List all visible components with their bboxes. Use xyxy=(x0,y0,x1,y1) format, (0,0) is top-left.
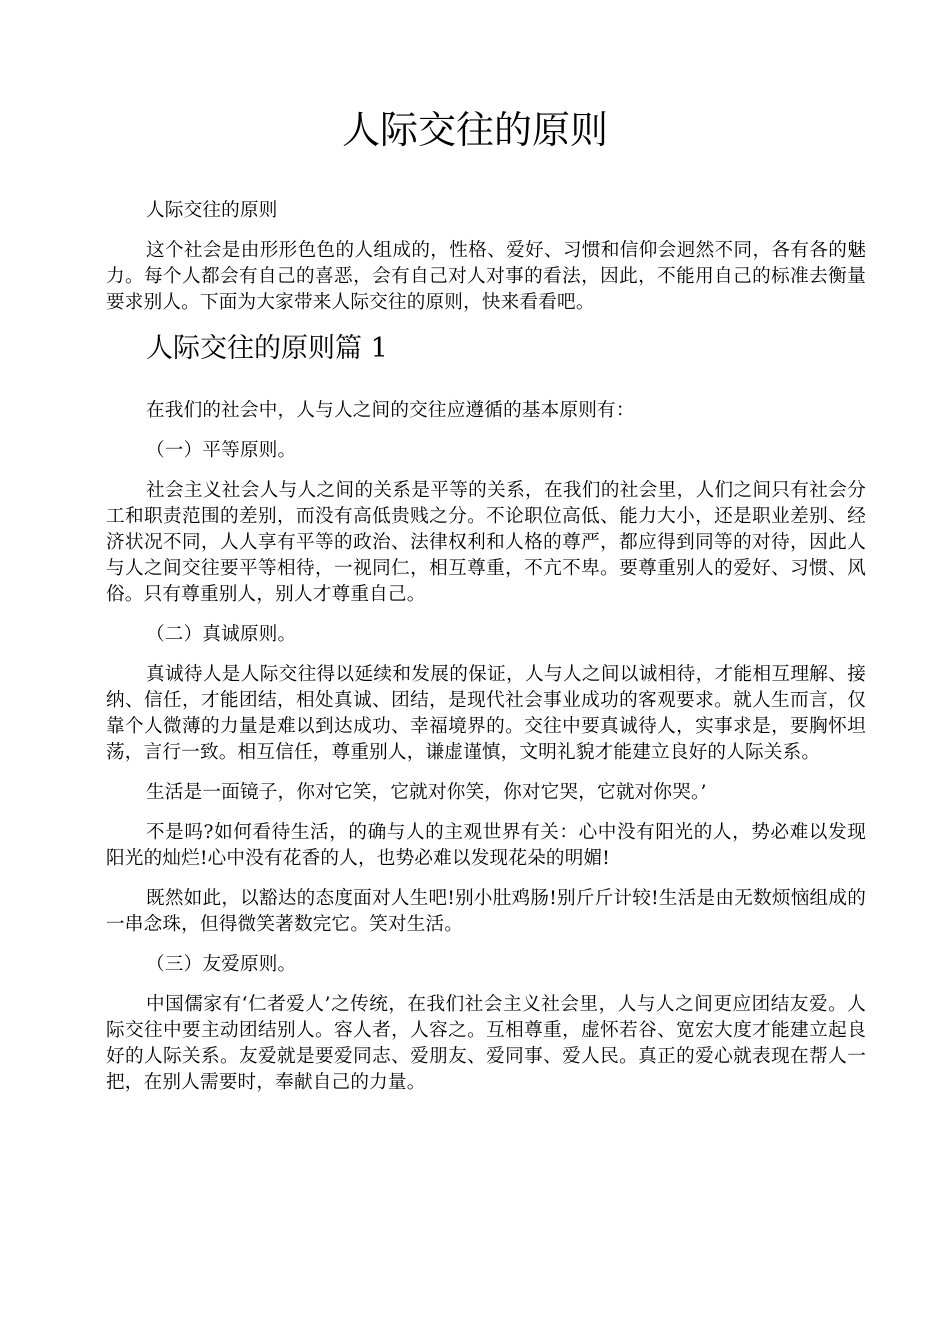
paragraph-open-mind: 既然如此，以豁达的态度面对人生吧!别小肚鸡肠!别斤斤计较!生活是由无数烦恼组成的一串念珠，但得微笑著数完它。笑对生活。 xyxy=(106,888,866,935)
paragraph-friendship-body: 中国儒家有‘仁者爱人’之传统，在我们社会主义社会里，人与人之间更应团结友爱。人际交往中要主动团结别人。容人者，人容之。互相尊重，虚怀若谷、宽宏大度才能建立起良好的人际关系。友爱就是要爱同志、爱朋友、爱同事、爱人民。真正的爱心就表现在帮人一把，在别人需要时，奉献自己的力量。 xyxy=(106,994,866,1093)
paragraph-sincerity-heading: （二）真诚原则。 xyxy=(146,624,297,645)
paragraph-life-mirror: 生活是一面镜子，你对它笑，它就对你笑，你对它哭，它就对你哭。’ xyxy=(146,782,707,803)
paragraph-subjective-world: 不是吗?如何看待生活，的确与人的主观世界有关：心中没有阳光的人，势必难以发现阳光的灿烂!心中没有花香的人，也势必难以发现花朵的明媚! xyxy=(106,822,866,869)
section-heading: 人际交往的原则篇 1 xyxy=(146,333,388,364)
paragraph-friendship-heading: （三）友爱原则。 xyxy=(146,954,297,975)
paragraph-basic-principles: 在我们的社会中，人与人之间的交往应遵循的基本原则有： xyxy=(146,400,635,421)
subtitle-paragraph: 人际交往的原则 xyxy=(146,200,278,221)
document-body xyxy=(106,198,866,1110)
paragraph-equality-heading: （一）平等原则。 xyxy=(146,440,297,461)
intro-paragraph: 这个社会是由形形色色的人组成的，性格、爱好、习惯和信仰会迥然不同，各有各的魅力。每个人都会有自己的喜恶，会有自己对人对事的看法，因此，不能用自己的标准去衡量要求别人。下面为大家带来人际交往的原则，快来看看吧。 xyxy=(106,240,866,313)
paragraph-equality-body: 社会主义社会人与人之间的关系是平等的关系，在我们的社会里，人们之间只有社会分工和职责范围的差别，而没有高低贵贱之分。不论职位高低、能力大小，还是职业差别、经济状况不同，人人享有平等的政治、法律权利和人格的尊严，都应得到同等的对待，因此人与人之间交往要平等相待，一视同仁，相互尊重，不亢不卑。要尊重别人的爱好、习惯、风俗。只有尊重别人，别人才尊重自己。 xyxy=(106,480,866,605)
document-title: 人际交往的原则 xyxy=(341,108,608,152)
paragraph-sincerity-body: 真诚待人是人际交往得以延续和发展的保证，人与人之间以诚相待，才能相互理解、接纳、信任，才能团结，相处真诚、团结，是现代社会事业成功的客观要求。就人生而言，仅靠个人微薄的力量是难以到达成功、幸福境界的。交往中要真诚待人，实事求是，要胸怀坦荡，言行一致。相互信任，尊重别人，谦虚谨慎，文明礼貌才能建立良好的人际关系。 xyxy=(106,664,866,763)
